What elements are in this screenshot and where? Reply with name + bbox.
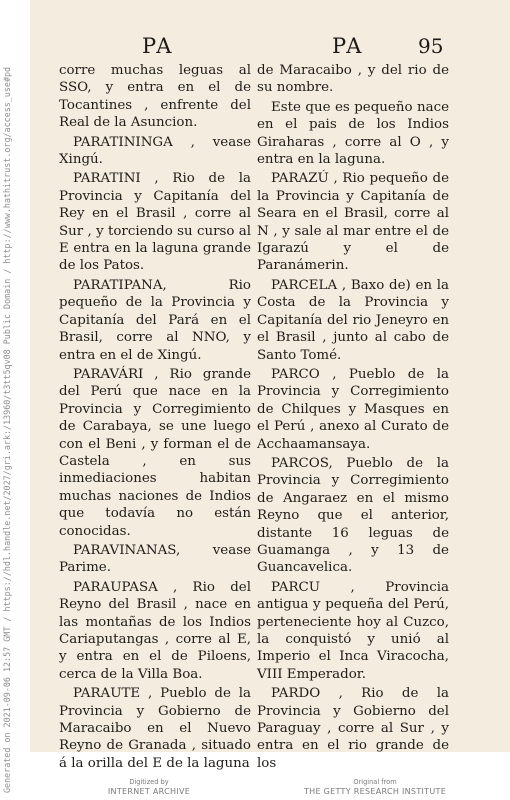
entry-paratipana: PARATIPANA, Rio pequeño de la Provincia y Capitanía del Pará en el Brasil, corre al NNO, y entra en el de Xingú.	[59, 277, 251, 363]
entry-paratini: PARATINI , Rio de la Provincia y Capitanía del Rey en el Brasil , corre al Sur , y torciendo su curso al E entra en la laguna grande de los Patos.	[59, 171, 251, 274]
page-number: 95	[418, 34, 444, 58]
footer-digitized-label: Digitized by	[129, 778, 169, 786]
entry-paraute: PARAUTE , Pueblo de la Provincia y Gobierno de Maracaibo en el Nuevo Reyno de Granada , situado á la orilla del E de la laguna	[59, 686, 251, 771]
entry-paratininga: PARATININGA , vease Xingú.	[59, 134, 251, 168]
entry-paraupasa: PARAUPASA , Rio del Reyno del Brasil , nace en las montañas de los Indios Cariaputangas , corre al E, y entra en el de Piloens, cerca de la Villa Boa.	[59, 579, 251, 682]
entry-paraute-river: Este que es pequeño nace en el pais de los Indios Giraharas , corre al O , y entra en la laguna.	[257, 99, 449, 168]
right-column	[257, 62, 449, 774]
footer-original-label: Original from	[353, 778, 397, 786]
left-column	[59, 62, 251, 774]
footer-internet-archive: INTERNET ARCHIVE	[107, 787, 191, 796]
entry-pardo: PARDO , Rio de la Provincia y Gobierno del Paraguay , corre al Sur , y entra en el rio grande de los	[257, 686, 449, 771]
entry-paratipe-continuation: corre muchas leguas al SSO, y entra en el de Tocantines , enfrente del Real de la Asuncion.	[59, 63, 251, 131]
footer-original-from	[290, 778, 460, 796]
entry-paravinanas: PARAVINANAS, vease Parime.	[59, 542, 251, 576]
footer-getty-research-institute: THE GETTY RESEARCH INSTITUTE	[303, 787, 447, 796]
header-left-guide: PA	[142, 34, 174, 58]
entry-parcela: PARCELA , Baxo de) en la Costa de la Provincia y Capitanía del rio Jeneyro en el Brasil , junto al cabo de Santo Tomé.	[257, 277, 449, 363]
entry-parcu: PARCU , Provincia antigua y pequeña del Perú, perteneciente hoy al Cuzco, la conquistó y unió al Imperio el Inca Viracocha, VIII Emperador.	[257, 579, 449, 682]
entry-parazu: PARAZÚ , Rio pequeño de la Provincia y Capitanía de Seara en el Brasil, corre al N , y sale al mar entre el de Igarazú y el de Paranámerin.	[257, 171, 449, 274]
hathitrust-generation-stamp: Generated on 2021-09-06 12:57 GMT / https://hdl.handle.net/2027/gri.ark:/13960/t3tt5qv08 Public Domain / http://www.hathitrust.org/access_use#pd	[2, 66, 12, 793]
footer-digitized-by	[64, 778, 234, 796]
entry-paraute-continuation: de Maracaibo , y del rio de su nombre.	[257, 63, 449, 96]
header-right-guide: PA	[332, 34, 364, 58]
running-header	[30, 34, 510, 64]
entry-paravari: PARAVÁRI , Rio grande del Perú que nace en la Provincia y Corregimiento de Carabaya, se une luego con el Beni , y forman el de Castela , en sus inmediaciones habitan muchas naciones de Indios que todavía no están conocidas.	[59, 366, 251, 539]
entry-parco: PARCO , Pueblo de la Provincia y Corregimiento de Chilques y Masques en el Perú , anexo al Curato de Acchaamansaya.	[257, 366, 449, 452]
entry-parcos: PARCOS, Pueblo de la Provincia y Corregimiento de Angaraez en el mismo Reyno que el anterior, distante 16 leguas de Guamanga , y 13 de Guancavelica.	[257, 455, 449, 576]
